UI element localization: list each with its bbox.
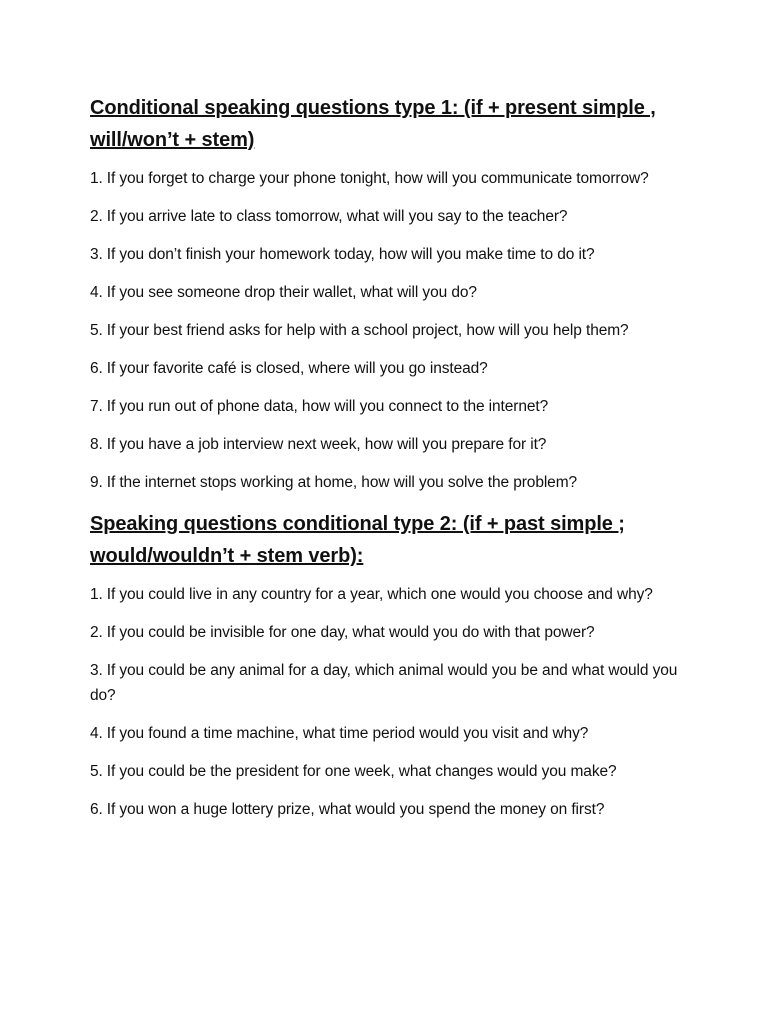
question-item (90, 721, 690, 746)
question-number: 2. (90, 624, 103, 641)
question-text: If you found a time machine, what time period would you visit and why? (106, 725, 589, 742)
question-number: 5. (90, 322, 103, 339)
question-item (90, 582, 690, 607)
section2-question-list (90, 582, 690, 822)
question-text: If you could be the president for one week, what changes would you make? (106, 763, 617, 780)
question-number: 9. (90, 474, 103, 491)
document-page (90, 92, 690, 835)
question-item (90, 318, 690, 343)
question-item (90, 242, 690, 267)
question-number: 7. (90, 398, 103, 415)
question-number: 6. (90, 801, 103, 818)
question-item (90, 658, 690, 708)
question-item (90, 759, 690, 784)
question-number: 1. (90, 586, 103, 603)
question-number: 2. (90, 208, 103, 225)
question-text: If you don’t finish your homework today, how will you make time to do it? (106, 246, 595, 263)
question-text: If your best friend asks for help with a school project, how will you help them? (106, 322, 629, 339)
question-item (90, 356, 690, 381)
question-item (90, 394, 690, 419)
question-text: If you arrive late to class tomorrow, what will you say to the teacher? (106, 208, 568, 225)
section1-heading: Conditional speaking questions type 1: (if + present simple , will/won’t + stem) (90, 97, 656, 151)
question-item (90, 166, 690, 191)
question-text: If the internet stops working at home, how will you solve the problem? (106, 474, 578, 491)
question-text: If you see someone drop their wallet, what will you do? (106, 284, 477, 301)
question-text: If you could be any animal for a day, which animal would you be and what would you do? (90, 662, 678, 704)
question-item (90, 797, 690, 822)
question-number: 4. (90, 725, 103, 742)
question-number: 4. (90, 284, 103, 301)
question-text: If you won a huge lottery prize, what would you spend the money on first? (106, 801, 605, 818)
section1-question-list (90, 166, 690, 495)
question-text: If your favorite café is closed, where will you go instead? (106, 360, 488, 377)
question-number: 8. (90, 436, 103, 453)
question-item (90, 204, 690, 229)
question-item (90, 470, 690, 495)
question-number: 3. (90, 662, 103, 679)
question-number: 3. (90, 246, 103, 263)
question-number: 1. (90, 170, 103, 187)
section2-heading: Speaking questions conditional type 2: (if + past simple ; would/wouldn’t + stem verb): (90, 513, 625, 567)
question-item (90, 620, 690, 645)
question-text: If you could be invisible for one day, what would you do with that power? (106, 624, 595, 641)
question-text: If you could live in any country for a year, which one would you choose and why? (106, 586, 653, 603)
question-text: If you forget to charge your phone tonight, how will you communicate tomorrow? (106, 170, 649, 187)
question-number: 5. (90, 763, 103, 780)
question-item (90, 280, 690, 305)
question-item (90, 432, 690, 457)
question-text: If you run out of phone data, how will you connect to the internet? (106, 398, 549, 415)
question-number: 6. (90, 360, 103, 377)
question-text: If you have a job interview next week, how will you prepare for it? (106, 436, 547, 453)
